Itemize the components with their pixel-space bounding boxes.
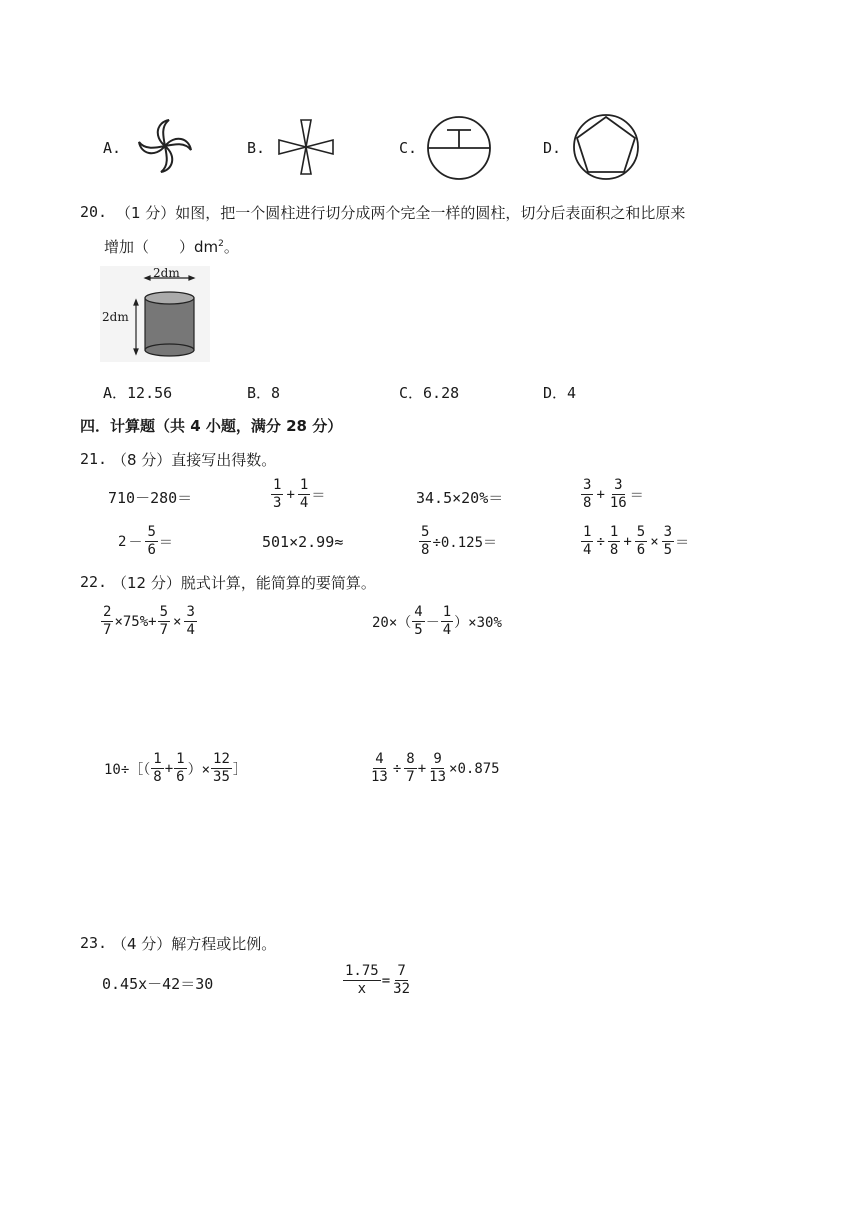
- q21-expr-6: 501×2.99≈: [262, 533, 344, 551]
- q22-stem: （12 分）脱式计算，能简算的要简算。: [112, 574, 376, 592]
- q20-stem-line2: 增加（ ）$dm^2$。: [104, 238, 239, 256]
- bowtie-figure: [277, 118, 335, 176]
- q23-number: 23.: [80, 934, 108, 952]
- q21-stem: （8 分）直接写出得数。: [112, 451, 277, 469]
- q22-problem-2: 20×（ 4 5 － 1 4 ）×30%: [372, 604, 502, 638]
- q19-option-b-label: B.: [247, 139, 266, 157]
- q21-expr-8: $\frac{1}{4}$ ÷ $\frac{1}{8}$ + $\frac{5}{6}$ × $\frac{3}{5}$ ＝: [583, 524, 690, 558]
- q20-option-a: A．12.56: [103, 384, 173, 402]
- q21-expr-5: 2 － 5 6 ＝: [118, 524, 173, 558]
- q23-equation-2: $\frac{1.75}{x}$ = $\frac{7}{32}$: [345, 963, 411, 997]
- q20-stem: （1 分）如图，把一个圆柱进行切分成两个完全一样的圆柱，切分后表面积之和比原来: [116, 204, 686, 222]
- pentagon-in-circle-figure: [571, 112, 641, 182]
- pinwheel-figure: [135, 116, 195, 176]
- q19-option-d-label: D.: [543, 139, 562, 157]
- q22-problem-3: 10÷［（ 1 8 + $\frac{1}{6}$ ）× $\frac{12}{35}$ ］: [104, 751, 247, 785]
- q21-expr-1: 710－280＝: [108, 489, 193, 507]
- q23-equation-1: 0.45x－42＝30: [102, 975, 214, 993]
- q20-number: 20.: [80, 203, 108, 221]
- q22-number: 22.: [80, 573, 108, 591]
- q20-option-b: B．8: [247, 384, 281, 402]
- q19-option-a-label: A.: [103, 139, 122, 157]
- q21-expr-3: 34.5×20%＝: [416, 489, 504, 507]
- q20-option-c: C．6.28: [399, 384, 460, 402]
- q20-option-d: D．4: [543, 384, 577, 402]
- circle-with-symbol-figure: [425, 114, 493, 182]
- q22-problem-1: $\frac{2}{7}$ ×75%+ $\frac{5}{7}$ × $\frac{3}{4}$: [103, 604, 195, 638]
- cylinder-figure: [100, 266, 210, 362]
- q22-problem-4: $\frac{4}{13}$ ÷ $\frac{8}{7}$ + $\frac{9}{13}$ ×0.875: [371, 751, 500, 785]
- q19-option-c-label: C.: [399, 139, 418, 157]
- q21-number: 21.: [80, 450, 108, 468]
- q23-stem: （4 分）解方程或比例。: [112, 935, 277, 953]
- section-4-title: 四．计算题（共 4 小题，满分 28 分）: [80, 417, 343, 435]
- q21-expr-7: $\frac{5}{8}$ ÷0.125＝: [421, 524, 498, 558]
- fig-top-label: 2dm: [153, 266, 180, 280]
- q21-expr-2: 1 3 + $\frac{1}{4}$ ＝: [273, 477, 326, 511]
- fig-left-label: 2dm: [102, 310, 129, 324]
- q21-expr-4: 3 8 + $\frac{3}{16}$ ＝: [583, 477, 644, 511]
